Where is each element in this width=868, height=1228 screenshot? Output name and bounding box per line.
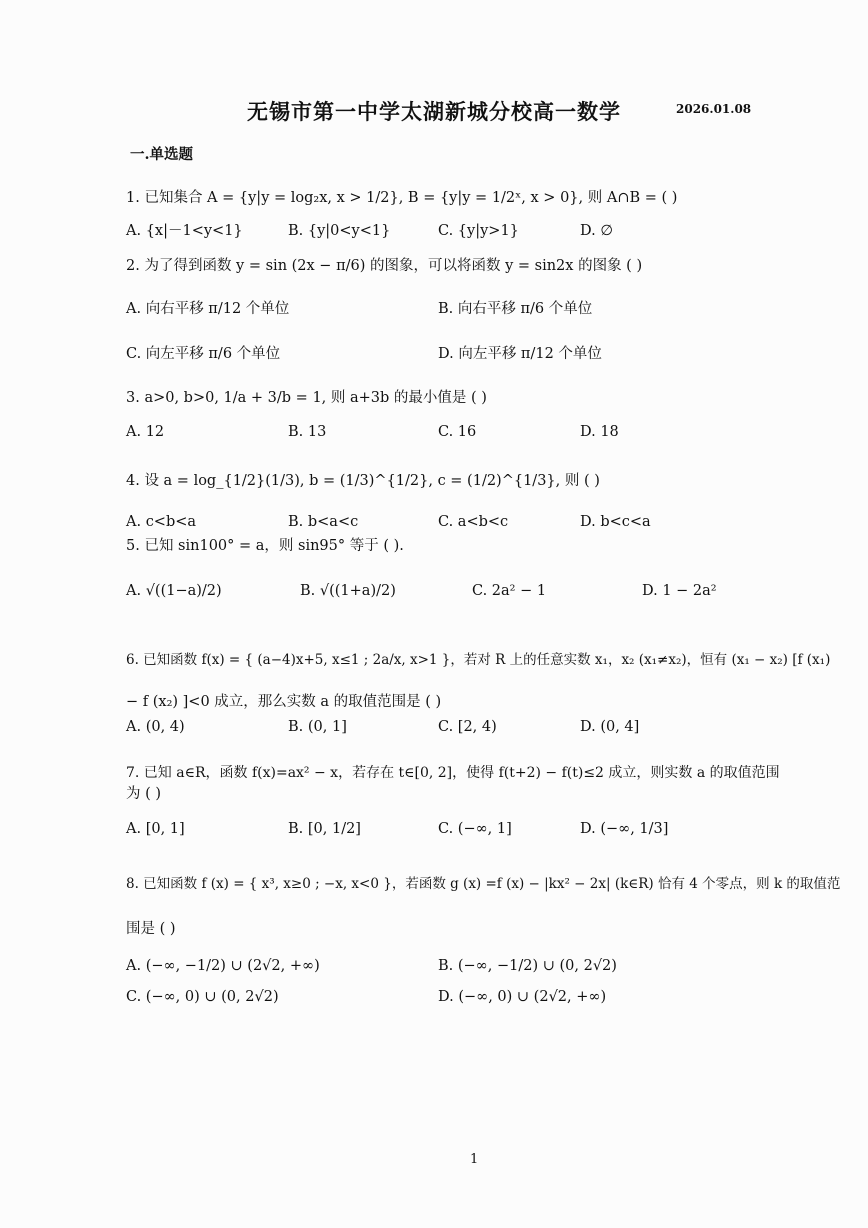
- question-4-option-d: D. b<c<a: [580, 514, 651, 530]
- question-4-stem: 4. 设 a = log_{1/2}(1/3), b = (1/3)^{1/2}, c = (1/2)^{1/3}, 则 ( ): [126, 473, 600, 489]
- question-7-stem-line2: 为 ( ): [126, 786, 162, 802]
- page-title: 无锡市第一中学太湖新城分校高一数学: [247, 99, 621, 124]
- question-8-stem-line2: 围是 ( ): [126, 921, 176, 937]
- question-8-option-d: D. (−∞, 0) ∪ (2√2, +∞): [438, 989, 607, 1005]
- question-8-option-b: B. (−∞, −1/2) ∪ (0, 2√2): [438, 958, 617, 974]
- question-7-option-b: B. [0, 1/2]: [288, 821, 361, 837]
- question-7-stem-line1: 7. 已知 a∈R，函数 f(x)=ax² − x，若存在 t∈[0, 2]，使得 f(t+2) − f(t)≤2 成立，则实数 a 的取值范围: [126, 765, 780, 781]
- section-heading: 一.单选题: [130, 146, 194, 163]
- question-8-stem-line1: 8. 已知函数 f (x) = { x³, x≥0 ; −x, x<0 }，若函数 g (x) =f (x) − |kx² − 2x| (k∈R) 恰有 4 个零点，则 k 的取值范: [126, 876, 841, 892]
- question-1-stem: 1. 已知集合 A = {y|y = log₂x, x > 1/2}, B = {y|y = 1/2ˣ, x > 0}, 则 A∩B = ( ): [126, 190, 678, 206]
- question-7-option-d: D. (−∞, 1/3]: [580, 821, 669, 837]
- question-1-option-d: D. ∅: [580, 223, 613, 239]
- question-3-stem: 3. a>0, b>0, 1/a + 3/b = 1, 则 a+3b 的最小值是 ( ): [126, 390, 487, 406]
- question-6-option-c: C. [2, 4): [438, 719, 497, 735]
- question-8-option-a: A. (−∞, −1/2) ∪ (2√2, +∞): [126, 958, 320, 974]
- question-6-stem-line2: − f (x₂) ]<0 成立，那么实数 a 的取值范围是 ( ): [126, 694, 442, 710]
- question-3-option-a: A. 12: [126, 424, 165, 440]
- question-4-option-b: B. b<a<c: [288, 514, 359, 530]
- question-5-option-d: D. 1 − 2a²: [642, 583, 717, 599]
- question-7-option-a: A. [0, 1]: [126, 821, 185, 837]
- question-3-option-b: B. 13: [288, 424, 327, 440]
- question-2-option-a: A. 向右平移 π/12 个单位: [126, 301, 290, 317]
- question-1-option-c: C. {y|y>1}: [438, 223, 519, 239]
- question-3-option-d: D. 18: [580, 424, 619, 440]
- exam-date: 2026.01.08: [676, 102, 752, 116]
- question-2-stem: 2. 为了得到函数 y = sin (2x − π/6) 的图象，可以将函数 y = sin2x 的图象 ( ): [126, 258, 643, 274]
- question-5-option-b: B. √((1+a)/2): [300, 583, 396, 599]
- question-1-option-b: B. {y|0<y<1}: [288, 223, 391, 239]
- question-5-option-c: C. 2a² − 1: [472, 583, 547, 599]
- question-8-option-c: C. (−∞, 0) ∪ (0, 2√2): [126, 989, 279, 1005]
- question-6-option-d: D. (0, 4]: [580, 719, 640, 735]
- question-1-option-a: A. {x|－1<y<1}: [126, 223, 243, 239]
- question-2-option-b: B. 向右平移 π/6 个单位: [438, 301, 593, 317]
- question-3-option-c: C. 16: [438, 424, 477, 440]
- question-5-option-a: A. √((1−a)/2): [126, 583, 222, 599]
- question-2-option-c: C. 向左平移 π/6 个单位: [126, 346, 281, 362]
- question-6-stem-line1: 6. 已知函数 f(x) = { (a−4)x+5, x≤1 ; 2a/x, x>1 }，若对 R 上的任意实数 x₁，x₂ (x₁≠x₂)，恒有 (x₁ − x₂) [f (x₁): [126, 652, 831, 668]
- page-number: 1: [470, 1152, 479, 1167]
- question-5-stem: 5. 已知 sin100° = a，则 sin95° 等于 ( ).: [126, 538, 404, 554]
- question-4-option-c: C. a<b<c: [438, 514, 509, 530]
- question-7-option-c: C. (−∞, 1]: [438, 821, 512, 837]
- question-6-option-b: B. (0, 1]: [288, 719, 347, 735]
- question-2-option-d: D. 向左平移 π/12 个单位: [438, 346, 602, 362]
- question-6-option-a: A. (0, 4): [126, 719, 185, 735]
- question-4-option-a: A. c<b<a: [126, 514, 197, 530]
